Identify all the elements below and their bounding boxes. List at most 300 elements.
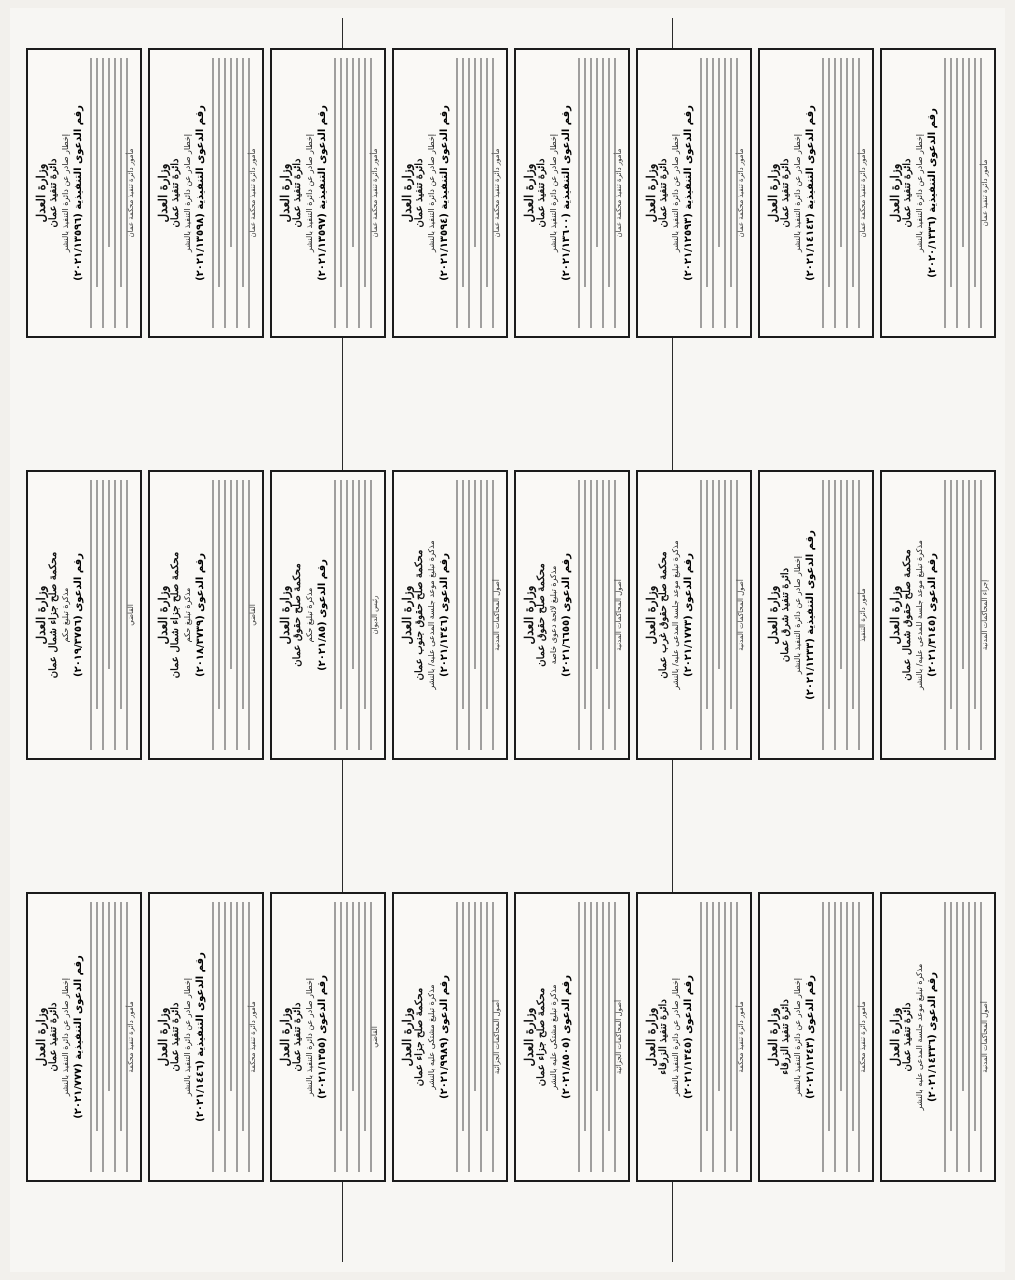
text-line: [706, 480, 708, 710]
notice-ministry: وزارة العدل: [278, 585, 292, 645]
notice-subheading: مذكرة تبليغ مشتكى عليه بالنشر: [549, 984, 558, 1090]
notice-body-text: [90, 902, 128, 1172]
notice-subheading: مذكرة تبليغ حكم: [305, 587, 314, 643]
legal-notice: [880, 48, 996, 338]
notice-subheading: مذكرة تبليغ موعد جلسة المدعى عليه/ بالنشر: [427, 540, 436, 690]
notice-ministry: وزارة العدل: [400, 1007, 414, 1067]
text-line: [608, 58, 610, 288]
text-line: [212, 480, 214, 750]
notice-signature: أصول المحاكمات الجزائية: [493, 999, 501, 1075]
notice-subheading: مذكرة تبليغ حكم: [61, 587, 70, 643]
text-line: [486, 902, 488, 1132]
notice-ministry: وزارة العدل: [766, 585, 780, 645]
text-line: [334, 480, 336, 750]
text-line: [822, 480, 824, 750]
notice-subheading: إخطار صادر عن دائرة التنفيذ بالنشر: [305, 977, 314, 1097]
notice-case-number: رقم الدعوى التنفيذية (٢٠٢١/١٤١٤٣): [805, 105, 816, 281]
text-line: [120, 58, 122, 288]
legal-notice: [514, 892, 630, 1182]
notice-ministry: وزارة العدل: [644, 1007, 658, 1067]
notice-ministry: وزارة العدل: [522, 585, 536, 645]
notice-body-text: [700, 58, 738, 328]
text-line: [108, 480, 110, 669]
text-line: [486, 58, 488, 288]
notice-body-text: [90, 480, 128, 750]
notice-case-number: رقم الدعوى (٢٠٢١/٩٩٨٩): [439, 975, 450, 1099]
text-line: [822, 902, 824, 1172]
text-line: [114, 58, 116, 328]
notice-signature: مأمور دائرة التنفيذ: [859, 588, 867, 642]
text-line: [334, 902, 336, 1172]
notice-ministry: وزارة العدل: [766, 163, 780, 223]
notice-ministry: وزارة العدل: [766, 1007, 780, 1067]
text-line: [102, 902, 104, 1172]
text-line: [730, 58, 732, 288]
text-line: [968, 480, 970, 750]
text-line: [230, 58, 232, 247]
text-line: [102, 58, 104, 328]
text-line: [852, 480, 854, 710]
notice-case-number: رقم الدعوى (٢٠٢١/١٢٤٣): [805, 975, 816, 1099]
text-line: [712, 58, 714, 328]
text-line: [96, 902, 98, 1132]
text-line: [724, 480, 726, 750]
text-line: [236, 480, 238, 750]
notice-subheading: مذكرة تبليغ حكم: [183, 587, 192, 643]
notice-signature: مأمور دائرة تنفيذ محكمة: [127, 1001, 135, 1073]
legal-notice: [880, 470, 996, 760]
text-line: [96, 480, 98, 710]
notice-department: دائرة تنفيذ عمان: [658, 158, 669, 228]
notice-subheading: إخطار صادر عن دائرة التنفيذ بالنشر: [549, 133, 558, 253]
text-line: [974, 58, 976, 288]
text-line: [364, 480, 366, 710]
text-line: [346, 902, 348, 1172]
notice-subheading: مذكرة تبليغ موعد جلسة المدعى عليه/ بالنشر: [671, 540, 680, 690]
text-line: [852, 902, 854, 1132]
text-line: [468, 902, 470, 1172]
text-line: [230, 902, 232, 1091]
text-line: [608, 480, 610, 710]
notice-ministry: وزارة العدل: [278, 1007, 292, 1067]
text-line: [242, 902, 244, 1132]
notice-subheading: مذكرة تبليغ لائحة دعوى خاصة: [549, 565, 558, 665]
text-line: [90, 480, 92, 750]
text-line: [602, 58, 604, 328]
text-line: [834, 902, 836, 1172]
text-line: [602, 902, 604, 1172]
text-line: [358, 480, 360, 750]
notice-signature: أصول المحاكمات المدنية: [615, 579, 623, 651]
legal-notice: [514, 470, 630, 760]
text-line: [962, 58, 964, 247]
notice-department: دائرة تنفيذ عمان: [902, 1002, 913, 1072]
text-line: [352, 58, 354, 247]
text-line: [474, 902, 476, 1091]
notice-signature: مأمور دائرة تنفيذ محكمة عمان: [737, 148, 745, 238]
newspaper-page: [10, 8, 1005, 1272]
legal-notice: [880, 892, 996, 1182]
notice-ministry: وزارة العدل: [888, 585, 902, 645]
text-line: [596, 58, 598, 247]
legal-notice: [270, 470, 386, 760]
text-line: [468, 480, 470, 750]
notice-signature: مأمور دائرة تنفيذ محكمة عمان: [615, 148, 623, 238]
text-line: [700, 902, 702, 1172]
notice-case-number: رقم الدعوى (٢٠٢١/٦٦٥٥): [561, 553, 572, 677]
notice-ministry: وزارة العدل: [34, 163, 48, 223]
notice-subheading: إخطار صادر عن دائرة التنفيذ بالنشر: [671, 133, 680, 253]
text-line: [346, 480, 348, 750]
text-line: [224, 480, 226, 750]
text-line: [944, 480, 946, 750]
notice-signature: مأمور دائرة تنفيذ عمان: [981, 159, 989, 227]
notice-body-text: [578, 902, 616, 1172]
notice-ministry: وزارة العدل: [156, 1007, 170, 1067]
notice-body-text: [334, 902, 372, 1172]
text-line: [224, 58, 226, 328]
text-line: [846, 902, 848, 1172]
text-line: [962, 902, 964, 1091]
notice-subheading: إخطار صادر عن دائرة التنفيذ بالنشر: [793, 555, 802, 675]
text-line: [590, 480, 592, 750]
notice-department: دائرة تنفيذ شرق عمان: [780, 567, 791, 663]
notice-body-text: [822, 902, 860, 1172]
notice-ministry: وزارة العدل: [888, 1007, 902, 1067]
notice-case-number: رقم الدعوى (٢٠٢١/١٧٧٣): [683, 553, 694, 677]
notice-signature: أصول المحاكمات المدنية: [737, 579, 745, 651]
text-line: [578, 902, 580, 1172]
text-line: [974, 480, 976, 710]
text-line: [358, 58, 360, 328]
notice-ministry: وزارة العدل: [34, 1007, 48, 1067]
notice-signature: القاضي: [127, 604, 135, 626]
text-line: [968, 902, 970, 1172]
text-line: [608, 902, 610, 1132]
text-line: [114, 902, 116, 1172]
text-line: [950, 902, 952, 1132]
text-line: [956, 58, 958, 328]
notice-signature: مأمور دائرة تنفيذ محكمة: [737, 1001, 745, 1073]
notice-department: محكمة صلح جزاء شمال عمان: [170, 551, 181, 679]
text-line: [730, 480, 732, 710]
notice-body-text: [90, 58, 128, 328]
notice-ministry: وزارة العدل: [34, 585, 48, 645]
text-line: [480, 58, 482, 328]
legal-notice: [758, 48, 874, 338]
notice-body-text: [700, 480, 738, 750]
text-line: [486, 480, 488, 710]
notice-department: محكمة صلح حقوق شمال عمان: [902, 549, 913, 681]
notice-case-number: رقم الدعوى (٢٠٢١/١٣٥٥): [317, 975, 328, 1099]
text-line: [462, 902, 464, 1132]
notice-ministry: وزارة العدل: [522, 1007, 536, 1067]
notice-signature: القاضي: [249, 604, 257, 626]
notice-subheading: إخطار صادر عن دائرة التنفيذ بالنشر: [183, 133, 192, 253]
text-line: [236, 902, 238, 1172]
notice-subheading: مذكرة تبليغ موعد جلسة للمدعى عليه/ بالنشر: [915, 540, 924, 690]
text-line: [474, 480, 476, 669]
notice-body-text: [944, 58, 982, 328]
notice-ministry: وزارة العدل: [156, 585, 170, 645]
text-line: [352, 902, 354, 1091]
notice-department: محكمة صلح جزاء عمان: [414, 987, 425, 1087]
notice-ministry: وزارة العدل: [888, 163, 902, 223]
legal-notice: [26, 470, 142, 760]
notice-case-number: رقم الدعوى التنفيذية (٢٠٢١/١٣٥٩٤): [439, 105, 450, 281]
notice-department: دائرة تنفيذ عمان: [536, 158, 547, 228]
text-line: [706, 58, 708, 288]
notice-body-text: [822, 480, 860, 750]
text-line: [242, 58, 244, 288]
text-line: [590, 58, 592, 328]
text-line: [944, 902, 946, 1172]
text-line: [730, 902, 732, 1132]
notice-case-number: رقم الدعوى التنفيذية (٢٠٢١/١٢٣٣): [805, 530, 816, 700]
legal-notice: [26, 892, 142, 1182]
text-line: [828, 58, 830, 288]
legal-notice: [636, 470, 752, 760]
notice-department: محكمة صلح حقوق عمان: [536, 563, 547, 667]
text-line: [944, 58, 946, 328]
text-line: [718, 480, 720, 669]
notice-subheading: إخطار صادر عن دائرة التنفيذ بالنشر: [61, 133, 70, 253]
text-line: [462, 480, 464, 710]
text-line: [596, 902, 598, 1091]
notice-signature: رئيس الديوان: [371, 595, 379, 635]
text-line: [224, 902, 226, 1172]
text-line: [584, 58, 586, 288]
text-line: [364, 58, 366, 288]
notice-case-number: رقم الدعوى التنفيذية (٢٠٢١/١٣٥٩٦): [73, 105, 84, 281]
notice-department: دائرة تنفيذ عمان: [902, 158, 913, 228]
notice-body-text: [822, 58, 860, 328]
notice-case-number: رقم الدعوى التنفيذية (٢٠٢٠/١٣٣٦): [927, 108, 938, 278]
notice-subheading: مذكرة تبليغ موعد جلسة المدعى عليه بالنشر: [915, 963, 924, 1111]
text-line: [700, 58, 702, 328]
legal-notice: [392, 48, 508, 338]
legal-notice: [148, 892, 264, 1182]
notice-body-text: [578, 480, 616, 750]
legal-notice: [758, 470, 874, 760]
notice-department: دائرة تنفيذ عمان: [170, 1002, 181, 1072]
text-line: [212, 58, 214, 328]
notice-body-text: [212, 902, 250, 1172]
text-line: [468, 58, 470, 328]
text-line: [90, 902, 92, 1172]
text-line: [456, 902, 458, 1172]
text-line: [718, 902, 720, 1091]
notice-ministry: وزارة العدل: [156, 163, 170, 223]
text-line: [480, 480, 482, 750]
notice-department: دائرة تنفيذ عمان: [170, 158, 181, 228]
text-line: [96, 58, 98, 288]
notice-signature: مأمور دائرة تنفيذ محكمة: [249, 1001, 257, 1073]
text-line: [700, 480, 702, 750]
text-line: [602, 480, 604, 750]
notice-department: دائرة تنفيذ الزرقاء: [780, 999, 791, 1075]
notice-subheading: إخطار صادر عن دائرة التنفيذ بالنشر: [183, 977, 192, 1097]
text-line: [834, 58, 836, 328]
notice-body-text: [212, 58, 250, 328]
notice-signature: القاضي: [371, 1026, 379, 1048]
text-line: [218, 480, 220, 710]
text-line: [480, 902, 482, 1172]
text-line: [974, 902, 976, 1132]
notice-department: دائرة تنفيذ الزرقاء: [658, 999, 669, 1075]
notice-subheading: إخطار صادر عن دائرة التنفيذ بالنشر: [427, 133, 436, 253]
text-line: [218, 58, 220, 288]
notice-department: محكمة صلح حقوق عمان: [292, 563, 303, 667]
text-line: [578, 58, 580, 328]
notice-body-text: [700, 902, 738, 1172]
notice-subheading: مذكرة تبليغ مشتكى عليه بالنشر: [427, 984, 436, 1090]
text-line: [340, 480, 342, 710]
text-line: [242, 480, 244, 710]
text-line: [724, 902, 726, 1172]
text-line: [230, 480, 232, 669]
legal-notice: [636, 48, 752, 338]
notice-ministry: وزارة العدل: [644, 585, 658, 645]
text-line: [358, 902, 360, 1172]
notice-case-number: رقم الدعوى التنفيذية (٢٠٢١/١٤٤٦): [195, 952, 206, 1122]
notice-signature: مأمور دائرة تنفيذ محكمة عمان: [249, 148, 257, 238]
text-line: [340, 902, 342, 1132]
text-line: [114, 480, 116, 750]
text-line: [852, 58, 854, 288]
text-line: [724, 58, 726, 328]
notice-department: دائرة تنفيذ عمان: [292, 158, 303, 228]
notice-signature: إجراء المحاكمات المدنية: [981, 579, 989, 651]
notice-subheading: إخطار صادر عن دائرة التنفيذ بالنشر: [915, 133, 924, 253]
notice-department: دائرة تنفيذ عمان: [780, 158, 791, 228]
text-line: [462, 58, 464, 288]
text-line: [840, 58, 842, 247]
text-line: [840, 480, 842, 669]
text-line: [846, 58, 848, 328]
text-line: [968, 58, 970, 328]
notice-body-text: [578, 58, 616, 328]
notice-case-number: رقم الدعوى (٢٠٢١/٨٥): [317, 559, 328, 671]
notice-body-text: [334, 58, 372, 328]
text-line: [834, 480, 836, 750]
legal-notice: [514, 48, 630, 338]
notice-signature: مأمور دائرة تنفيذ محكمة عمان: [493, 148, 501, 238]
legal-notice: [758, 892, 874, 1182]
notice-subheading: إخطار صادر عن دائرة التنفيذ بالنشر: [793, 977, 802, 1097]
notice-case-number: رقم الدعوى التنفيذية (٢٠٢١/١٣٦٠٠): [561, 105, 572, 281]
text-line: [334, 58, 336, 328]
notice-signature: مأمور دائرة تنفيذ محكمة عمان: [859, 148, 867, 238]
notice-case-number: رقم الدعوى التنفيذية (٢٠٢١/٧٧٧): [73, 955, 84, 1119]
text-line: [212, 902, 214, 1172]
notice-case-number: رقم الدعوى (٢٠١٩/٣٧٥٦): [73, 553, 84, 677]
legal-notice: [270, 892, 386, 1182]
notice-signature: مأمور دائرة تنفيذ محكمة: [859, 1001, 867, 1073]
legal-notice: [148, 48, 264, 338]
text-line: [120, 902, 122, 1132]
text-line: [718, 58, 720, 247]
notice-signature: أصول المحاكمات الجزائية: [615, 999, 623, 1075]
notice-subheading: إخطار صادر عن دائرة التنفيذ بالنشر: [305, 133, 314, 253]
notice-case-number: رقم الدعوى (٢٠١٨/٣٧٣٩): [195, 553, 206, 677]
text-line: [108, 902, 110, 1091]
notice-case-number: رقم الدعوى (٢٠٢١/١٣٤٦): [439, 553, 450, 677]
notice-case-number: رقم الدعوى التنفيذية (٢٠٢١/١٢٥٩٣): [683, 105, 694, 281]
notice-case-number: رقم الدعوى (٢٠٢١/١٣٤٥): [683, 975, 694, 1099]
notice-case-number: رقم الدعوى التنفيذية (٢٠٢١/١٣٥٩٧): [317, 105, 328, 281]
text-line: [120, 480, 122, 710]
notice-case-number: رقم الدعوى التنفيذية (٢٠٢١/١٣٥٩٨): [195, 105, 206, 281]
notice-subheading: إخطار صادر عن دائرة التنفيذ بالنشر: [793, 133, 802, 253]
notice-signature: مأمور دائرة تنفيذ محكمة عمان: [127, 148, 135, 238]
legal-notice: [270, 48, 386, 338]
text-line: [456, 58, 458, 328]
legal-notice: [392, 470, 508, 760]
notice-case-number: رقم الدعوى (٢٠٢١/١٤٣٣٦): [927, 971, 938, 1103]
notice-body-text: [944, 902, 982, 1172]
text-line: [950, 58, 952, 288]
text-line: [962, 480, 964, 669]
notice-signature: مأمور دائرة تنفيذ محكمة عمان: [371, 148, 379, 238]
text-line: [956, 480, 958, 750]
text-line: [578, 480, 580, 750]
text-line: [712, 902, 714, 1172]
text-line: [218, 902, 220, 1132]
notice-ministry: وزارة العدل: [400, 585, 414, 645]
legal-notice: [636, 892, 752, 1182]
text-line: [108, 58, 110, 247]
text-line: [474, 58, 476, 247]
notice-department: دائرة تنفيذ عمان: [414, 158, 425, 228]
text-line: [584, 480, 586, 710]
text-line: [102, 480, 104, 750]
notice-case-number: رقم الدعوى (٢٠٢١/٣١٤٥): [927, 553, 938, 677]
notice-subheading: إخطار صادر عن دائرة التنفيذ بالنشر: [61, 977, 70, 1097]
notice-body-text: [212, 480, 250, 750]
text-line: [822, 58, 824, 328]
notice-case-number: رقم الدعوى (٢٠٢١/٨٥٠٥): [561, 975, 572, 1099]
notice-subheading: إخطار صادر عن دائرة التنفيذ بالنشر: [671, 977, 680, 1097]
text-line: [840, 902, 842, 1091]
notice-ministry: وزارة العدل: [522, 163, 536, 223]
text-line: [950, 480, 952, 710]
notice-department: محكمة صلح جزاء عمان: [536, 987, 547, 1087]
notice-ministry: وزارة العدل: [400, 163, 414, 223]
notice-department: محكمة صلح جزاء شمال عمان: [48, 551, 59, 679]
notice-department: محكمة صلح حقوق جنوب عمان: [414, 549, 425, 681]
text-line: [712, 480, 714, 750]
text-line: [590, 902, 592, 1172]
notice-ministry: وزارة العدل: [644, 163, 658, 223]
notice-body-text: [456, 902, 494, 1172]
text-line: [456, 480, 458, 750]
text-line: [956, 902, 958, 1172]
text-line: [352, 480, 354, 669]
notice-signature: أصول المحاكمات المدنية: [981, 1001, 989, 1073]
legal-notice: [148, 470, 264, 760]
notice-ministry: وزارة العدل: [278, 163, 292, 223]
text-line: [340, 58, 342, 288]
notice-department: دائرة تنفيذ عمان: [48, 1002, 59, 1072]
notice-department: دائرة تنفيذ عمان: [292, 1002, 303, 1072]
notice-body-text: [944, 480, 982, 750]
notice-signature: أصول المحاكمات المدنية: [493, 579, 501, 651]
text-line: [596, 480, 598, 669]
text-line: [828, 902, 830, 1132]
notice-department: محكمة صلح حقوق غرب عمان: [658, 551, 669, 679]
text-line: [236, 58, 238, 328]
